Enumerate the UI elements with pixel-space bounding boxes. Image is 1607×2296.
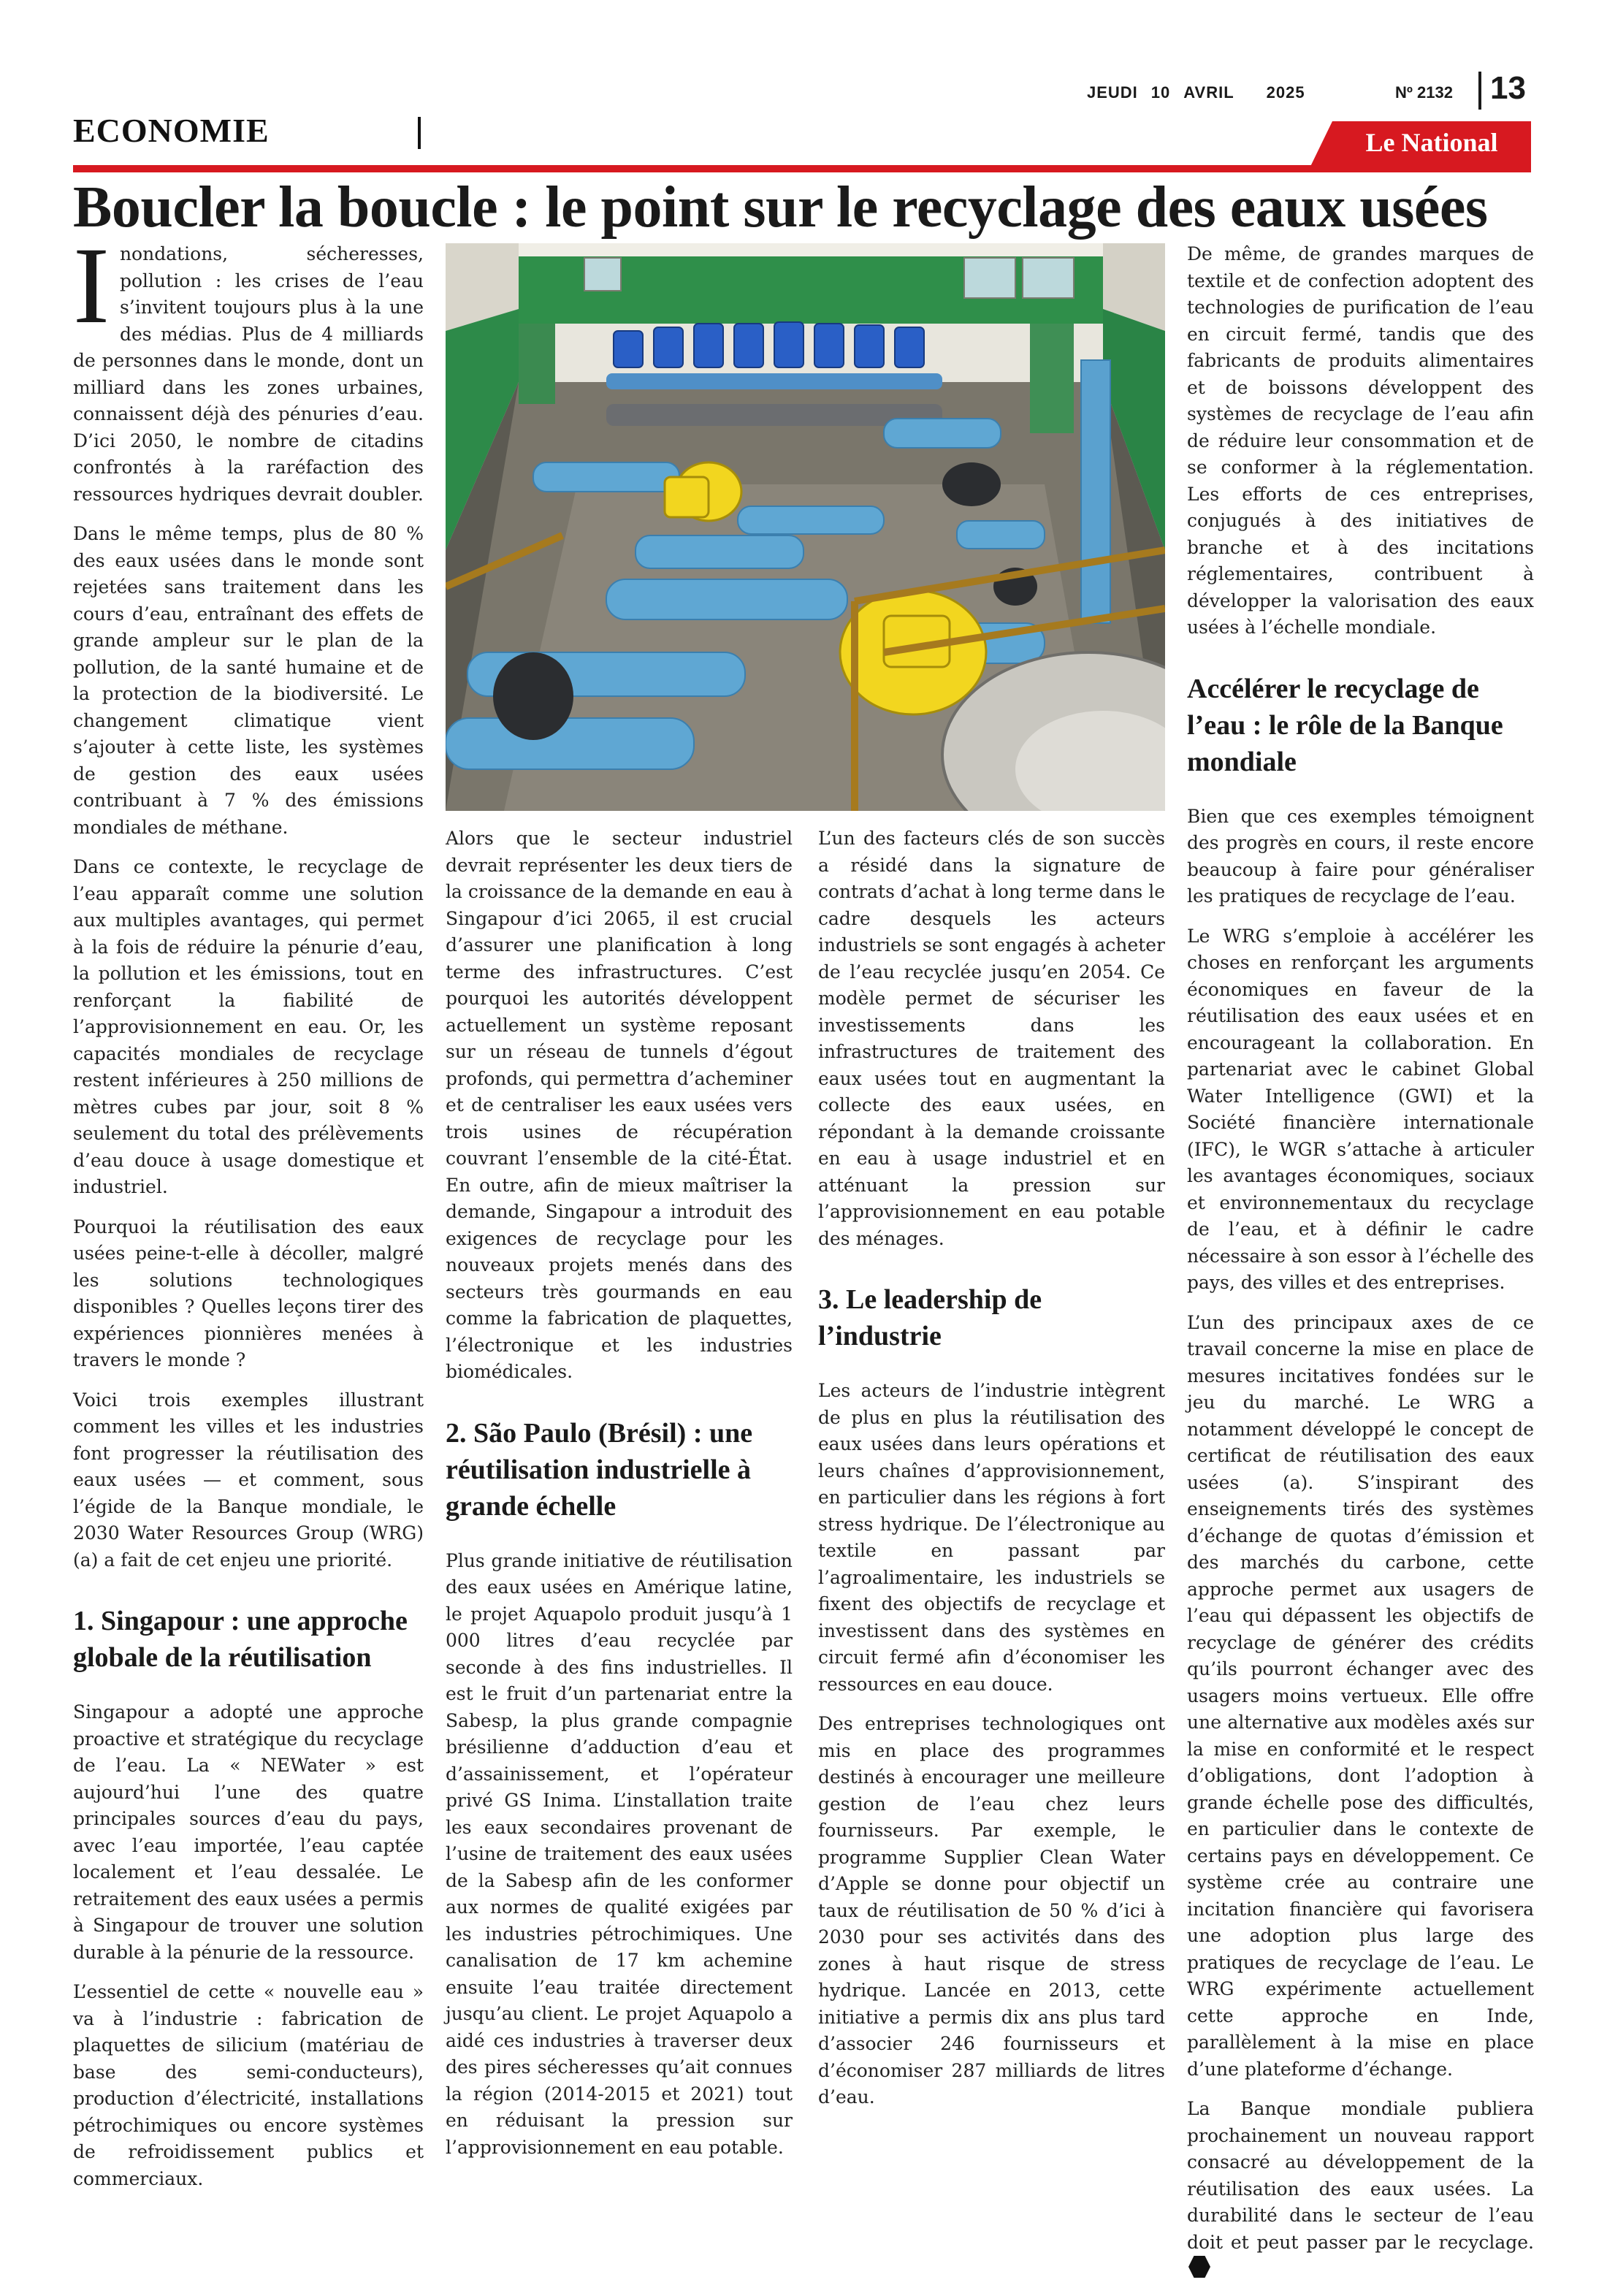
subheading-industry: 3. Le leadership de l’industrie — [818, 1284, 1042, 1351]
paragraph: Le WRG s’emploie à accélérer les choses en renforçant les arguments économiques en faveur de la réutilisation des eaux usées et en encourageant la collaboration. En partenariat avec le cabinet Global Water Intelligence (GWI) et la Société financière internationale (IFC), le WGR s’attache à articuler les avantages économiques, sociaux et environnementaux du recyclage de l’eau, et à définir le cadre nécessaire à son essor à l’échelle des pays, des villes et des entreprises. — [1187, 925, 1534, 1293]
page-header — [0, 0, 1607, 175]
section-divider — [418, 117, 421, 149]
brand-name: Le National — [1365, 128, 1498, 157]
date-day: JEUDI — [1087, 83, 1138, 102]
header-divider — [1478, 72, 1481, 110]
paragraph: Singapour a adopté une approche proactive et stratégique du recyclage de l’eau. La « NEWater » est aujourd’hui l’une des quatre principales sources d’eau du pays, avec l’eau importée, l’eau captée localement et l’eau dessalée. Le retraitement des eaux usées a permis à Singapour de trouver une solution durable à la pénurie de la ressource. — [73, 1701, 424, 1963]
subheading-singapore: 1. Singapour : une approche globale de la réutilisation — [73, 1606, 408, 1673]
page-number: 13 — [1490, 70, 1526, 106]
end-of-article-icon — [1188, 2256, 1210, 2278]
issue-date — [1087, 83, 1318, 102]
paragraph: Dans ce contexte, le recyclage de l’eau apparaît comme une solution aux multiples avantages, qui permet à la fois de réduire la pénurie d’eau, la pollution et les émissions, tout en renforçant la fiabilité de l’approvisionnement en eau. Or, les capacités mondiales de recyclage restent inférieures à 250 millions de mètres cubes par jour, soit 8 % seulement du total des prélèvements d’eau douce à usage domestique et industriel. — [73, 856, 424, 1197]
column-4 — [1187, 241, 1534, 2296]
paragraph: Voici trois exemples illustrant comment les villes et les industries font progresser la réutilisation des eaux usées — et comment, sous l’égide de la Banque mondiale, le 2030 Water Resources Group (WRG) (a) a fait de cet enjeu une priorité. — [73, 1389, 424, 1571]
column-1 — [73, 225, 424, 2205]
date-month: AVRIL — [1183, 83, 1234, 102]
paragraph-intro — [73, 225, 424, 508]
paragraph: De même, de grandes marques de textile et de confection adoptent des technologies de purification de l’eau en circuit fermé, tandis que des fabricants de produits alimentaires et de boissons développent des systèmes de recyclage de l’eau afin de réduire leur consommation et de se conformer à la réglementation. Les efforts de ces entreprises, conjugués à des initiatives de branche et à des incitations réglementaires, contribuent à développer la valorisation des eaux usées à l’échelle mondiale. — [1187, 243, 1534, 638]
date-year: 2025 — [1266, 83, 1305, 102]
paragraph: L’un des principaux axes de ce travail concerne la mise en place de mesures incitatives fondées sur le jeu du marché. Le WRG a notamment développé le concept de certificat de réutilisation des eaux usées (a). S’inspirant des enseignements tirés des systèmes d’échange de quotas d’émission et des marchés du carbone, cette approche permet aux usagers de l’eau qui dépassent les objectifs de recyclage de générer des crédits qu’ils pourront échanger avec des usagers moins vertueux. Elle offre une alternative aux modèles axés sur la mise en conformité et le respect d’obligations, dont l’adoption à grande échelle pose des difficultés, en particulier dans le contexte de certains pays en développement. Ce système crée au contraire une incitation financière qui favorisera une adoption plus large des pratiques de recyclage de l’eau. Le WRG expérimente actuellement cette approche en Inde, parallèlement à la mise en place d’une plateforme d’échange. — [1187, 1311, 1534, 2080]
subheading-sao-paulo: 2. São Paulo (Brésil) : une réutilisation industrielle à grande échelle — [446, 1417, 753, 1522]
column-3 — [818, 825, 1165, 2124]
paragraph: L’un des facteurs clés de son succès a résidé dans la signature de contrats d’achat à long terme dans le cadre desquels les acteurs industriels se sont engagés à acheter de l’eau recyclée jusqu’en 2054. Ce modèle permet de sécuriser les investissements dans les infrastructures de traitement des eaux usées tout en augmentant la collecte des eaux usées, en répondant à la demande croissante en eau à usage industriel et en atténuant la pression sur l’approvisionnement en eau potable des ménages. — [818, 828, 1165, 1249]
paragraph: Pourquoi la réutilisation des eaux usées peine-t-elle à décoller, malgré les solutions technologiques disponibles ? Quelles leçons tirer des expériences pionnières menées à travers le monde ? — [73, 1216, 424, 1370]
final-paragraph-text: La Banque mondiale publiera prochainement un nouveau rapport consacré au développement de la réutilisation des eaux usées. La durabilité dans le secteur de l’eau doit et peut passer par le recyclage. — [1187, 2098, 1534, 2253]
paragraph-final — [1187, 2096, 1534, 2283]
section-title: ECONOMIE — [73, 112, 270, 149]
paragraph: Plus grande initiative de réutilisation des eaux usées en Amérique latine, le projet Aquapolo produit jusqu’à 1 000 litres d’eau recyclée par seconde à des fins industrielles. Il est le fruit d’un partenariat entre la Sabesp, la plus grande compagnie brésilienne d’adduction d’eau et d’assainissement, et l’opérateur privé GS Inima. L’installation traite les eaux secondaires provenant de l’usine de traitement des eaux usées de la Sabesp afin de les conformer aux normes de qualité exigées par les industries pétrochimiques. Une canalisation de 17 km achemine ensuite l’eau traitée directement jusqu’au client. Le projet Aquapolo a aidé ces industries à traverser deux des pires sécheresses qu’ait connues la région (2014-2015 et 2021) tout en réduisant la pression sur l’approvisionnement en eau potable. — [446, 1549, 793, 2158]
column-2 — [446, 825, 793, 2174]
date-number: 10 — [1150, 83, 1171, 102]
article-headline: Boucler la boucle : le point sur le recyclage des eaux usées — [73, 175, 1488, 240]
paragraph-intro-text: nondations, sécheresses, pollution : les crises de l’eau s’invitent toujours plus à la une des médias. Plus de 4 milliards de personnes dans le monde, dont un milliard dans les zones urbaines, connaissent déjà des pénuries d’eau. D’ici 2050, le nombre de citadins confrontés à la raréfaction des ressources hydriques devrait doubler. — [73, 243, 424, 505]
paragraph: Alors que le secteur industriel devrait représenter les deux tiers de la croissance de la demande en eau à Singapour d’ici 2065, il est crucial d’assurer une planification à long terme des infrastructures. C’est pourquoi les autorités développent actuellement un système reposant sur un réseau de tunnels d’égout profonds, qui permettra d’acheminer et de centraliser les eaux usées vers trois usines de récupération couvrant l’ensemble de la cité-État. En outre, afin de mieux maîtriser la demande, Singapour a introduit des exigences de recyclage pour les nouveaux projets menés dans des secteurs très gourmands en eau comme la fabrication de plaquettes, l’électronique et les industries biomédicales. — [446, 828, 793, 1382]
paragraph: Bien que ces exemples témoignent des progrès en cours, il reste encore beaucoup à faire pour généraliser les pratiques de recyclage de l’eau. — [1187, 805, 1534, 907]
paragraph: Dans le même temps, plus de 80 % des eaux usées dans le monde sont rejetées sans traitement dans les cours d’eau, entraînant des effets de grande ampleur sur le plan de la pollution, de la santé humaine et de la protection de la biodiversité. Le changement climatique vient s’ajouter à cette liste, les systèmes de gestion des eaux usées contribuant à 7 % des émissions mondiales de méthane. — [73, 523, 424, 838]
subheading-world-bank: Accélérer le recyclage de l’eau : le rôle de la Banque mondiale — [1187, 673, 1503, 777]
drop-cap: I — [73, 225, 110, 346]
pumping-station-illustration — [446, 243, 1165, 811]
paragraph: Les acteurs de l’industrie intègrent de plus en plus la réutilisation des eaux usées dans leurs opérations et leurs chaînes d’approvisionnement, en particulier dans les régions à fort stress hydrique. De l’électronique au textile en passant par l’agroalimentaire, les industriels se fixent des objectifs de recyclage et investissent dans des systèmes en circuit fermé afin d’économiser les ressources en eau douce. — [818, 1380, 1165, 1695]
paragraph: Des entreprises technologiques ont mis en place des programmes destinés à encourager une meilleure gestion de l’eau chez leurs fournisseurs. Par exemple, le programme Supplier Clean Water d’Apple se donne pour objectif un taux de réutilisation de 50 % d’ici à 2030 pour ses activités dans des zones à haut risque de stress hydrique. Lancée en 2013, cette initiative a permis dix ans plus tard d’associer 246 fournisseurs et d’économiser 287 milliards de litres d’eau. — [818, 1713, 1165, 2108]
paragraph: L’essentiel de cette « nouvelle eau » va à l’industrie : fabrication de plaquettes de silicium (matériau de base des semi-conducteurs), production d’électricité, installations pétrochimiques ou encore systèmes de refroidissement publics et commerciaux. — [73, 1981, 424, 2189]
issue-number: Nº 2132 — [1395, 83, 1453, 102]
article-photo — [446, 243, 1165, 811]
